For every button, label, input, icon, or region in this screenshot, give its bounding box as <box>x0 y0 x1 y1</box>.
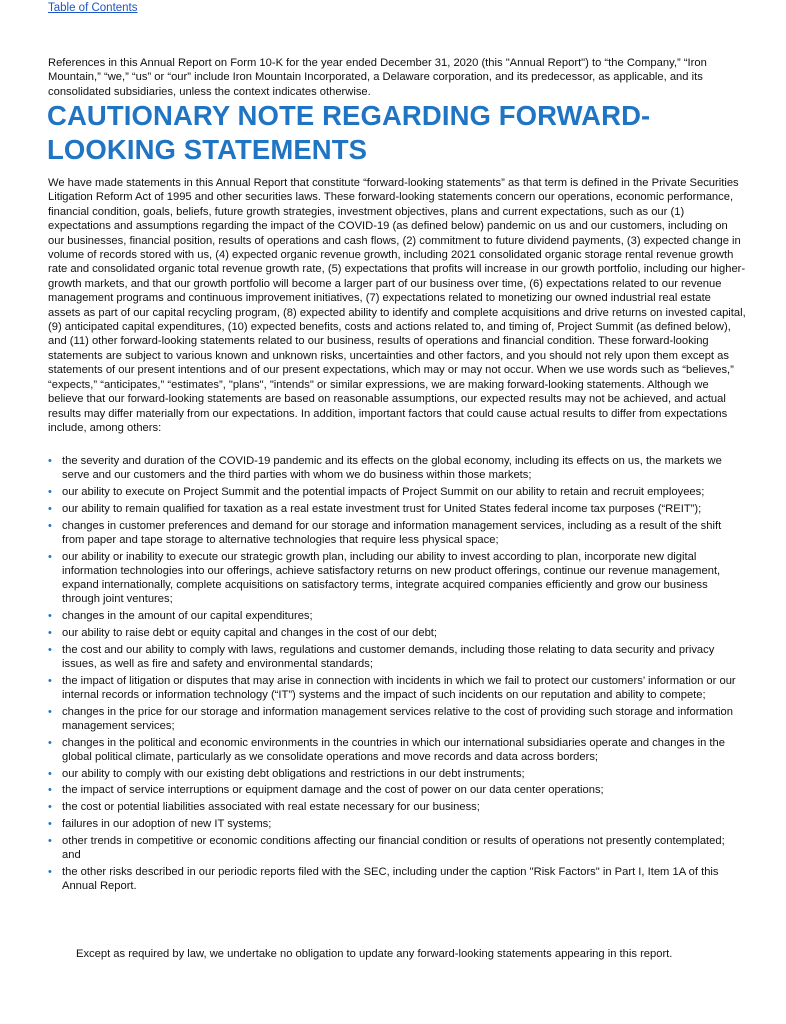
list-item <box>48 454 746 482</box>
bullet-icon: • <box>48 486 52 498</box>
forward-looking-paragraph: We have made statements in this Annual Report that constitute “forward-looking statements” as that term is defined in the Private Securities Litigation Reform Act of 1995 and other securities laws. These forward-looking statements concern our operations, economic performance, financial condition, goals, beliefs, future growth strategies, investment objectives, plans and current expectations, such as our (1) expectations and assumptions regarding the impact of the COVID-19 (as defined below) pandemic on us and our customers, including on our businesses, financial position, results of operations and cash flows, (2) commitment to future dividend payments, (3) expected change in volume of records stored with us, (4) expected organic revenue growth, including 2021 consolidated organic storage rental revenue growth rate and consolidated organic total revenue growth rate, (5) expectations that profits will increase in our growth portfolio, including our higher-growth markets, and that our growth portfolio will become a larger part of our business over time, (6) expectations related to our revenue management programs and continuous improvement initiatives, (7) expectations related to monetizing our owned industrial real estate assets as part of our capital recycling program, (8) expected ability to identify and complete acquisitions and drive returns on invested capital, (9) anticipated capital expenditures, (10) expected benefits, costs and actions related to, and timing of, Project Summit (as defined below), and (11) other forward-looking statements related to our business, results of operations and financial condition. These forward-looking statements are subject to various known and unknown risks, uncertainties and other factors, and you should not rely upon them except as statements of our present intentions and of our present expectations, which may or may not occur. When we use words such as “believes,” “expects,” “anticipates,” “estimates”, "plans", "intends" or similar expressions, we are making forward-looking statements. Although we believe that our forward-looking statements are based on reasonable assumptions, our expected results may not be achieved, and actual results may differ materially from our expectations. In addition, important factors that could cause actual results to differ from expectations include, among others: <box>48 177 746 434</box>
list-item-text: the severity and duration of the COVID-19 pandemic and its effects on the global economy, including its effects on us, the markets we serve and our customers and the third parties with whom we do business within those markets; <box>62 455 722 482</box>
list-item-text: the impact of litigation or disputes that may arise in connection with incidents in which we fail to protect our customers’ information or our internal records or information technology (“IT”) systems and the impact of such incidents on our reputation and ability to compete; <box>62 674 736 701</box>
list-item <box>48 705 746 733</box>
list-item-text: the other risks described in our periodic reports filed with the SEC, including under the caption "Risk Factors" in Part I, Item 1A of this Annual Report. <box>62 865 719 892</box>
list-item-text: our ability to comply with our existing debt obligations and restrictions in our debt instruments; <box>62 767 525 780</box>
list-item-text: our ability to raise debt or equity capital and changes in the cost of our debt; <box>62 626 438 639</box>
list-item-text: failures in our adoption of new IT systems; <box>62 817 272 830</box>
list-item <box>48 550 746 607</box>
bullet-icon: • <box>48 865 52 878</box>
table-of-contents-link[interactable]: Table of Contents <box>48 2 138 14</box>
list-item <box>48 502 746 516</box>
list-item <box>48 767 746 781</box>
list-item-text: the impact of service interruptions or equipment damage and the cost of power on our data center operations; <box>62 784 604 797</box>
bullet-icon: • <box>48 550 52 563</box>
bullet-icon: • <box>48 455 52 467</box>
list-item-text: changes in customer preferences and demand for our storage and information management services, including as a result of the shift from paper and tape storage to alternative technologies that require less physical space; <box>62 519 722 546</box>
list-item <box>48 485 746 499</box>
bullet-icon: • <box>48 705 52 718</box>
bullet-icon: • <box>48 643 52 656</box>
list-item <box>48 519 746 547</box>
list-item <box>48 834 746 862</box>
list-item-text: our ability to execute on Project Summit and the potential impacts of Project Summit on our ability to retain and recruit employees; <box>62 486 705 498</box>
list-item-text: the cost or potential liabilities associated with real estate necessary for our business; <box>62 801 480 814</box>
bullet-icon: • <box>48 784 52 797</box>
risk-factor-list <box>48 454 746 896</box>
section-heading: CAUTIONARY NOTE REGARDING FORWARD-LOOKING STATEMENTS <box>47 100 651 165</box>
list-item <box>48 626 746 640</box>
bullet-icon: • <box>48 519 52 532</box>
list-item <box>48 674 746 702</box>
list-item <box>48 800 746 814</box>
list-item <box>48 783 746 797</box>
bullet-icon: • <box>48 834 52 847</box>
list-item-text: our ability or inability to execute our strategic growth plan, including our ability to invest according to plan, incorporate new digital information technologies into our offerings, achieve satisfactory returns on new product offerings, continue our revenue management, expand internationally, complete acquisitions on satisfactory terms, integrate acquired companies efficiently and grow our business through joint ventures; <box>62 550 721 606</box>
list-item-text: changes in the amount of our capital expenditures; <box>62 610 313 622</box>
closing-paragraph: Except as required by law, we undertake no obligation to update any forward-looking statements appearing in this report. <box>76 948 673 960</box>
bullet-icon: • <box>48 817 52 830</box>
list-item <box>48 817 746 831</box>
list-item-text: changes in the political and economic environments in the countries in which our international subsidiaries operate and changes in the global political climate, particularly as we consolidate operations and move records and data across borders; <box>62 736 725 763</box>
list-item-text: our ability to remain qualified for taxation as a real estate investment trust for United States federal income tax purposes (“REIT”); <box>62 502 702 515</box>
list-item <box>48 643 746 671</box>
intro-paragraph: References in this Annual Report on Form 10-K for the year ended December 31, 2020 (this "Annual Report") to “the Company,” “Iron Mountain,” “we,” “us” or “our” include Iron Mountain Incorporated, a Delaware corporation, and its predecessor, as applicable, and its consolidated subsidiaries, unless the context indicates otherwise. <box>48 57 707 98</box>
list-item <box>48 736 746 764</box>
list-item <box>48 865 746 893</box>
list-item-text: changes in the price for our storage and information management services relative to the cost of providing such storage and information management services; <box>62 705 733 732</box>
bullet-icon: • <box>48 626 52 639</box>
list-item <box>48 609 746 623</box>
list-item-text: the cost and our ability to comply with laws, regulations and customer demands, including those relating to data security and privacy issues, as well as fire and safety and environmental standards; <box>62 643 715 670</box>
bullet-icon: • <box>48 502 52 515</box>
bullet-icon: • <box>48 674 52 687</box>
bullet-icon: • <box>48 736 52 749</box>
bullet-icon: • <box>48 801 52 814</box>
bullet-icon: • <box>48 610 52 622</box>
list-item-text: other trends in competitive or economic conditions affecting our financial condition or results of operations not presently contemplated; and <box>62 834 725 861</box>
bullet-icon: • <box>48 767 52 780</box>
